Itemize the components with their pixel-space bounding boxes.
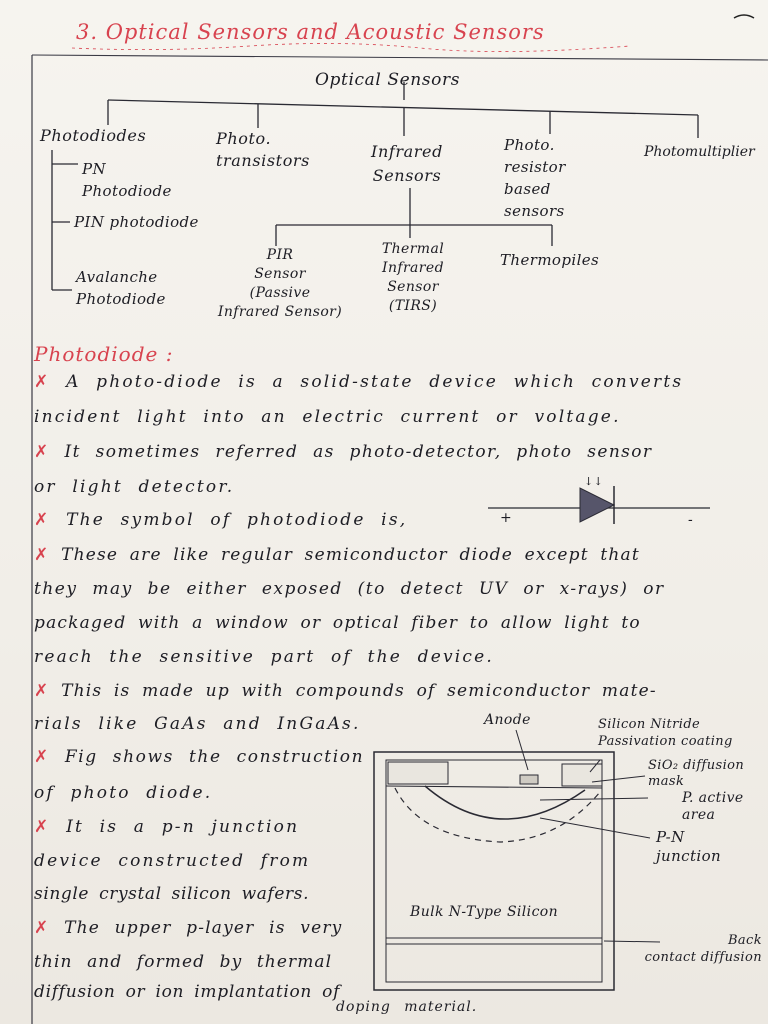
sio2-mask-right: [562, 764, 602, 786]
pd-type-avalanche: Avalanche Photodiode: [76, 268, 166, 308]
body-line: ✗ These are like regular semiconductor diode except that: [34, 545, 640, 565]
tree-photoresistor: Photo. resistor based sensors: [504, 136, 566, 220]
photodiode-construction-figure: [374, 730, 660, 990]
body-line: reach the sensitive part of the device.: [34, 647, 494, 667]
corner-mark: [734, 15, 754, 18]
body-line: doping material.: [336, 999, 478, 1015]
label-bulk: Bulk N-Type Silicon: [410, 904, 559, 920]
label-pn-junction: P-N junction: [656, 828, 722, 865]
body-line: ✗ Fig shows the construction: [34, 747, 365, 767]
p-active-leader: [540, 798, 648, 800]
pd-type-pn: PN Photodiode: [82, 160, 172, 200]
body-line: ✗ It sometimes referred as photo-detector, photo sensor: [34, 442, 653, 462]
body-line: device constructed from: [34, 851, 311, 871]
anode-leader: [516, 730, 528, 770]
figure-inner-box: [386, 760, 602, 982]
section-heading: Photodiode :: [34, 342, 174, 366]
ir-type-pir: PIR Sensor (Passive Infrared Sensor): [217, 247, 343, 320]
light-arrows-icon: ↓↓: [584, 475, 604, 488]
top-rule: [32, 55, 768, 60]
symbol-plus: +: [500, 510, 513, 526]
body-line: or light detector.: [34, 477, 235, 497]
body-line: single crystal silicon wafers.: [34, 884, 310, 904]
ir-type-thermopiles: Thermopiles: [500, 251, 600, 269]
label-p-active: P. active area: [682, 790, 744, 823]
body-line: ✗ The symbol of photodiode is,: [34, 510, 408, 530]
ir-type-tirs: Thermal Infrared Sensor (TIRS): [381, 241, 445, 314]
body-line: diffusion or ion implantation of: [34, 982, 341, 1002]
body-line: ✗ It is a p-n junction: [34, 817, 300, 837]
tree-phototransistors: Photo. transistors: [216, 129, 310, 170]
sio2-mask-left: [388, 762, 448, 784]
label-sio2: SiO₂ diffusion mask: [648, 758, 745, 789]
body-line: of photo diode.: [34, 783, 213, 803]
body-line: ✗ The upper p-layer is very: [34, 918, 343, 938]
tree-photodiodes: Photodiodes: [40, 126, 147, 145]
page-title: 3. Optical Sensors and Acoustic Sensors: [76, 20, 545, 44]
body-line: ✗ A photo-diode is a solid-state device which converts: [34, 372, 684, 392]
p-active-area: [425, 786, 585, 819]
pn-junction-leader: [540, 818, 650, 838]
tree-root: Optical Sensors: [315, 70, 461, 90]
anode-contact: [520, 775, 538, 784]
pd-type-pin: PIN photodiode: [74, 213, 199, 231]
label-back-contact: Back contact diffusion: [644, 933, 762, 965]
tree-photomultiplier: Photomultiplier: [644, 144, 755, 160]
body-line: they may be either exposed (to detect UV or x-rays) or: [34, 579, 665, 599]
depletion-boundary: [395, 788, 600, 842]
label-anode: Anode: [484, 712, 531, 728]
body-line: ✗ This is made up with compounds of semiconductor mate-: [34, 681, 657, 701]
body-line: packaged with a window or optical fiber to allow light to: [34, 613, 641, 633]
body-line: incident light into an electric current or voltage.: [34, 407, 621, 427]
body-line: thin and formed by thermal: [34, 952, 333, 972]
bullet-mark: ✗: [34, 372, 51, 392]
tree-infrared: Infrared Sensors: [371, 142, 443, 185]
symbol-minus: -: [688, 512, 694, 528]
body-line: rials like GaAs and InGaAs.: [34, 714, 361, 734]
label-silicon-nitride: Silicon Nitride Passivation coating: [598, 717, 733, 749]
title-underline: [72, 43, 630, 51]
